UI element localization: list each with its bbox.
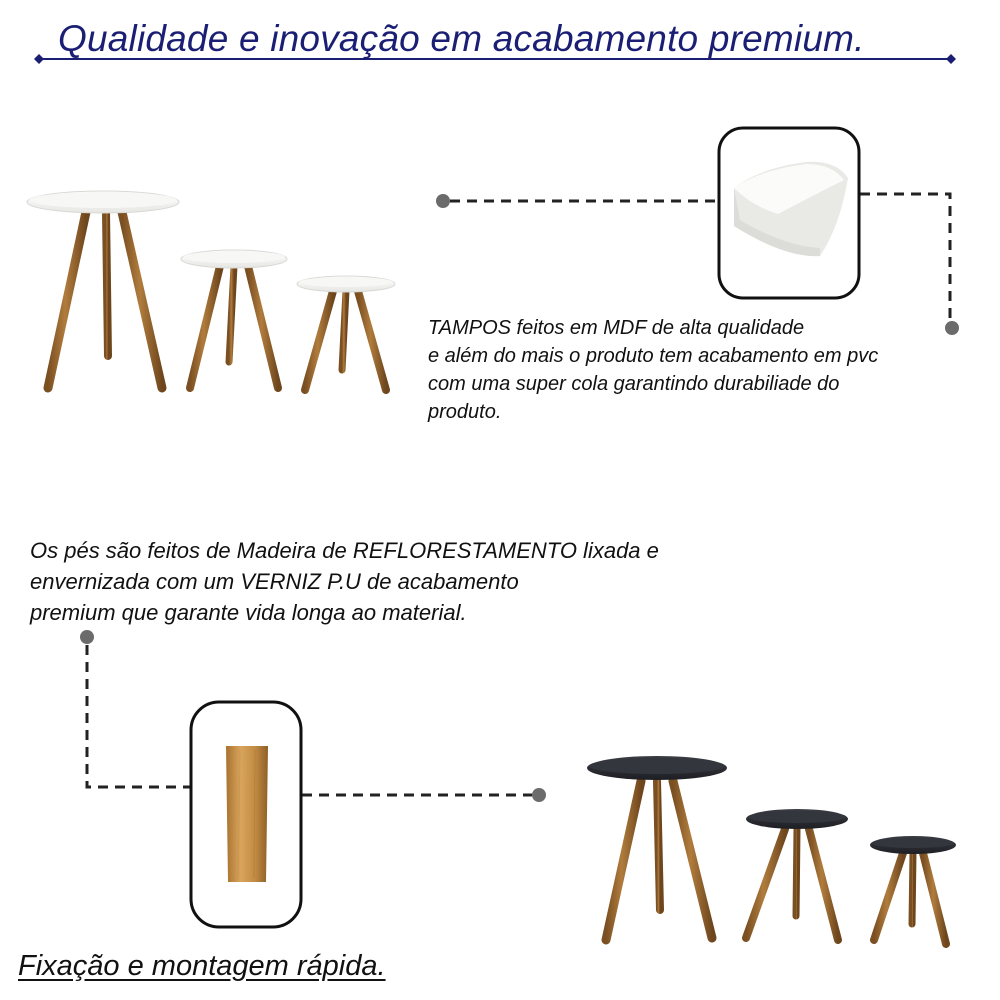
tabletop-description-line: produto. [428,401,502,423]
legs-description-line: Os pés são feitos de Madeira de REFLORESTAMENTO lixada e [30,538,659,563]
connector-dot-icon [945,321,959,335]
dark-table-large [587,756,727,940]
diamond-right-icon [946,54,956,64]
white-table-set-image [27,191,395,390]
dark-table-set-image [587,756,956,944]
tabletop-description-line: e além do mais o produto tem acabamento em pvc [428,345,879,367]
diamond-left-icon [34,54,44,64]
page-title: Qualidade e inovação em acabamento premium. [58,18,865,59]
footer-caption: Fixação e montagem rápida. [18,950,386,982]
leg-detail-callout [191,702,301,927]
tabletop-description [428,314,878,426]
title-underline [34,54,956,64]
tabletop-detail-callout [719,128,859,298]
white-table-large [27,191,179,388]
legs-connector [80,630,546,802]
dark-table-medium [746,809,848,940]
wood-leg-detail-icon [226,746,268,882]
connector-dot-icon [80,630,94,644]
white-table-medium [181,250,287,388]
connector-dot-icon [532,788,546,802]
dark-table-small [870,836,956,944]
legs-description-line: envernizada com um VERNIZ P.U de acabamento [30,569,519,594]
legs-description-line: premium que garante vida longa ao material. [30,600,467,625]
tabletop-description-line: TAMPOS feitos em MDF de alta qualidade [428,317,805,339]
tabletop-description-line: com uma super cola garantindo durabiliade do [428,373,840,395]
connector-dot-icon [436,194,450,208]
legs-description [30,535,659,628]
white-table-small [297,276,395,390]
